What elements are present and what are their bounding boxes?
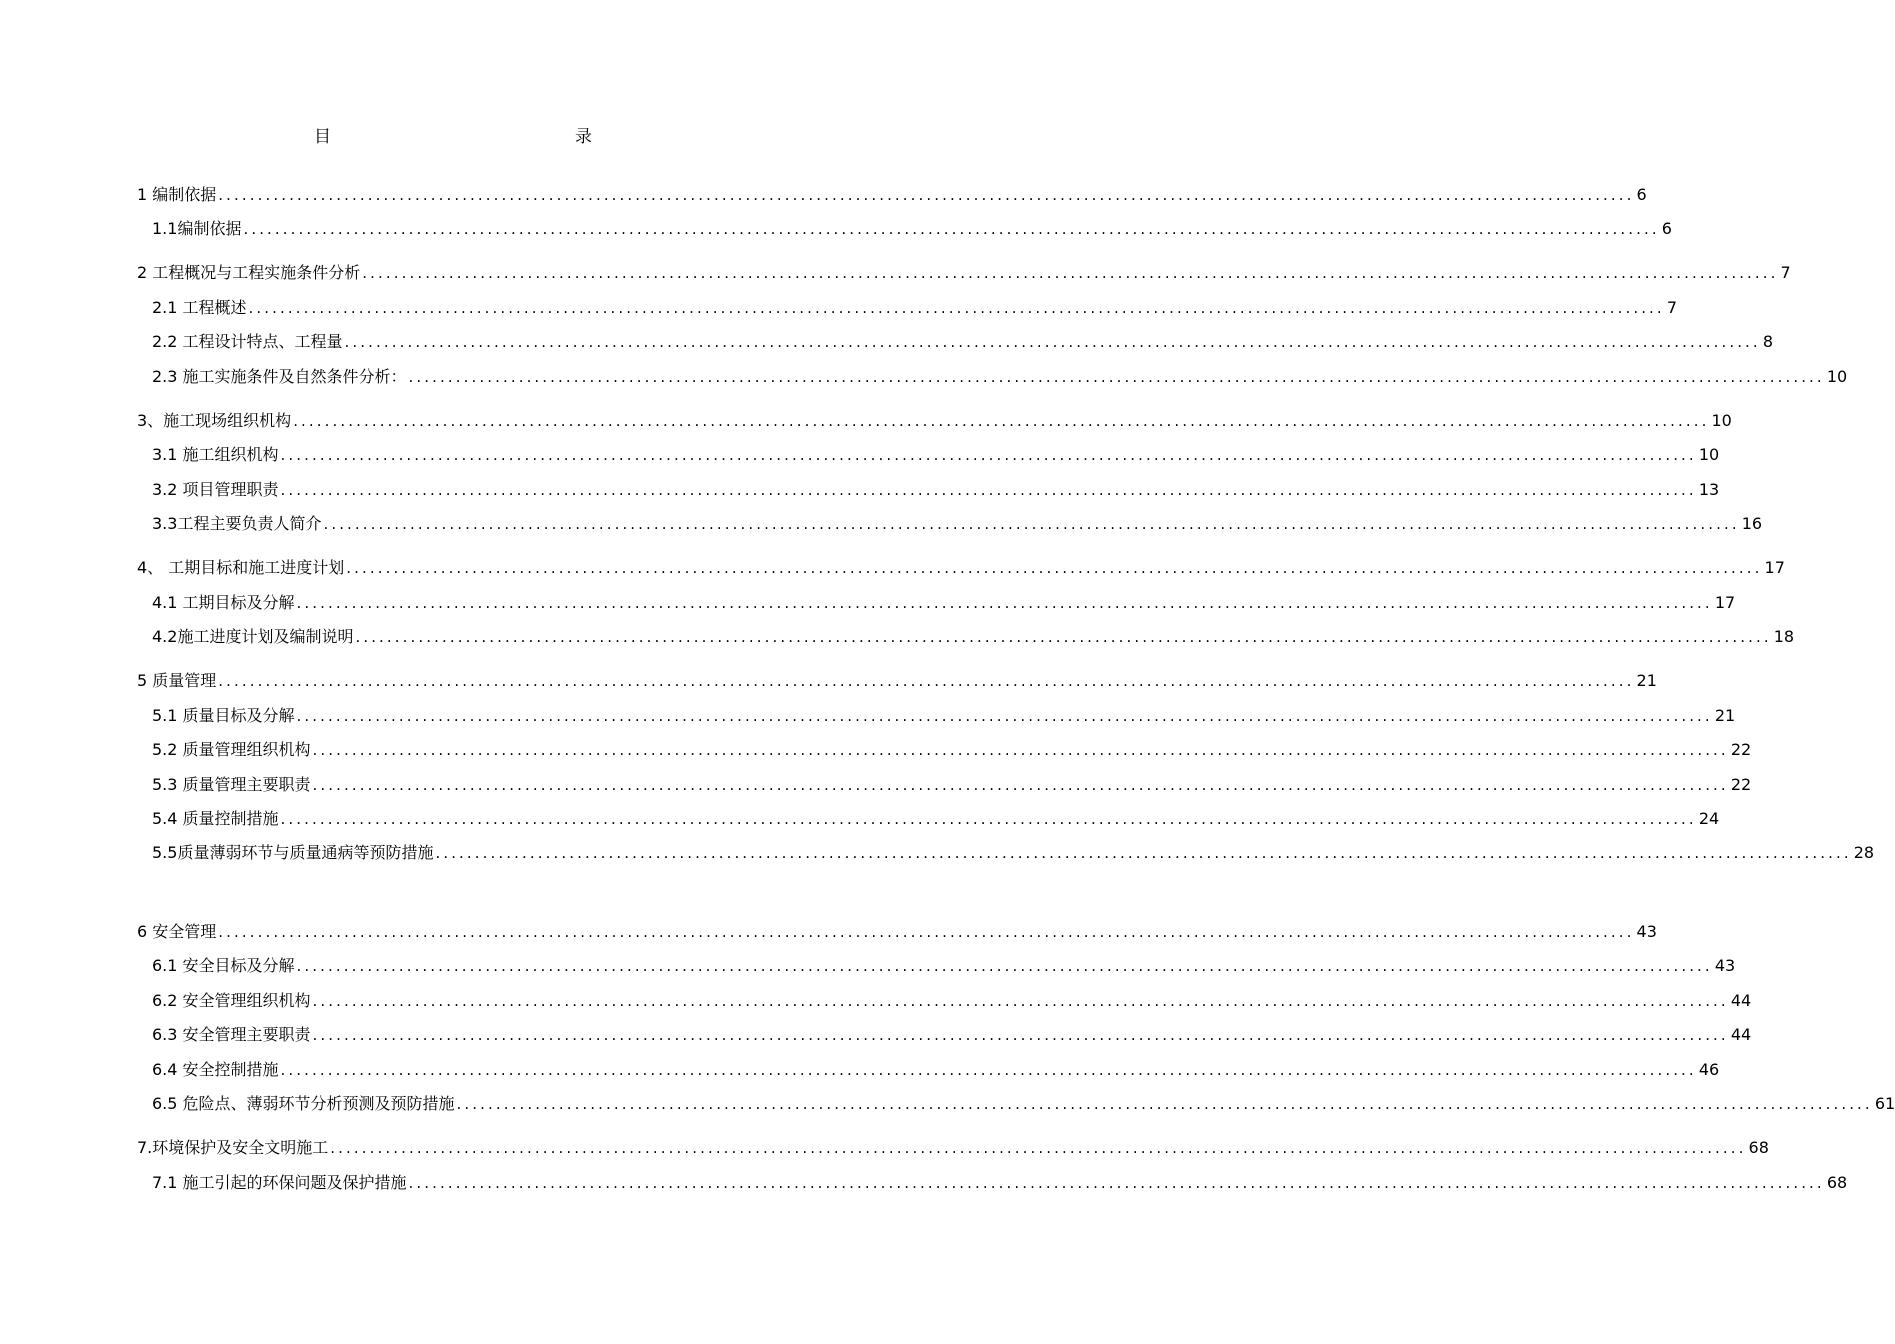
toc-entry-page-number: 10 — [1711, 411, 1732, 430]
toc-entry-label: 4.1 工期目标及分解 — [152, 593, 295, 612]
toc-entry[interactable] — [137, 406, 1732, 432]
toc-entry-label: 5 质量管理 — [137, 671, 217, 690]
toc-entry-label: 3.2 项目管理职责 — [152, 480, 279, 499]
toc-entry[interactable] — [152, 770, 1752, 796]
toc-leader-dots: .................................................................................................................................................................................... — [312, 776, 1729, 794]
toc-entry-page-number: 6 — [1661, 219, 1672, 238]
toc-entry-page-number: 46 — [1698, 1060, 1720, 1079]
toc-leader-dots: .................................................................................................................................................................................... — [296, 594, 1713, 612]
toc-leader-dots: .................................................................................................................................................................................... — [330, 1139, 1747, 1157]
toc-leader-dots: .................................................................................................................................................................................... — [362, 264, 1779, 282]
toc-entry-label: 5.1 质量目标及分解 — [152, 706, 295, 725]
toc-entry-label: 5.2 质量管理组织机构 — [152, 740, 311, 759]
toc-entry[interactable] — [152, 362, 1848, 388]
toc-entry[interactable] — [152, 327, 1773, 353]
toc-entry[interactable] — [152, 804, 1720, 830]
toc-entry[interactable] — [152, 214, 1672, 240]
toc-entry-page-number: 7 — [1780, 263, 1791, 282]
toc-entry[interactable] — [152, 986, 1752, 1012]
toc-entry[interactable] — [152, 622, 1795, 648]
toc-entry-page-number: 7 — [1666, 298, 1677, 317]
toc-entry-label: 4.2施工进度计划及编制说明 — [152, 627, 354, 646]
toc-entry-label: 7.1 施工引起的环保问题及保护措施 — [152, 1173, 407, 1192]
toc-entry-label: 6.2 安全管理组织机构 — [152, 991, 311, 1010]
toc-entry-page-number: 43 — [1636, 922, 1657, 941]
toc-entry-label: 2 工程概况与工程实施条件分析 — [137, 263, 361, 282]
toc-entry-label: 6.1 安全目标及分解 — [152, 956, 295, 975]
toc-leader-dots: .................................................................................................................................................................................... — [312, 992, 1729, 1010]
toc-entry[interactable] — [152, 701, 1736, 727]
toc-leader-dots: .................................................................................................................................................................................... — [280, 810, 1697, 828]
toc-entry[interactable] — [137, 917, 1657, 943]
toc-entry[interactable] — [152, 1168, 1848, 1194]
toc-entry-page-number: 6 — [1636, 185, 1647, 204]
toc-entry[interactable] — [137, 258, 1791, 284]
toc-leader-dots: .................................................................................................................................................................................... — [243, 220, 1660, 238]
toc-entry-label: 6.4 安全控制措施 — [152, 1060, 279, 1079]
toc-entry-label: 1 编制依据 — [137, 185, 217, 204]
toc-entry[interactable] — [137, 666, 1657, 692]
toc-entry-label: 4、 工期目标和施工进度计划 — [137, 558, 345, 577]
toc-leader-dots: .................................................................................................................................................................................... — [218, 186, 1635, 204]
toc-leader-dots: .................................................................................................................................................................................... — [248, 299, 1665, 317]
toc-entry[interactable] — [137, 180, 1647, 206]
toc-entry-page-number: 10 — [1698, 445, 1720, 464]
toc-entry-page-number: 18 — [1773, 627, 1795, 646]
toc-leader-dots: .................................................................................................................................................................................... — [408, 1174, 1825, 1192]
toc-entry[interactable] — [152, 1055, 1720, 1081]
toc-entry-page-number: 24 — [1698, 809, 1720, 828]
toc-leader-dots: .................................................................................................................................................................................... — [280, 1061, 1697, 1079]
toc-entry[interactable] — [152, 475, 1720, 501]
toc-entry-page-number: 44 — [1730, 991, 1752, 1010]
toc-entry[interactable] — [152, 951, 1736, 977]
toc-entry-page-number: 21 — [1714, 706, 1736, 725]
toc-entry-page-number: 17 — [1764, 558, 1785, 577]
toc-leader-dots: .................................................................................................................................................................................... — [408, 368, 1825, 386]
toc-entry-page-number: 10 — [1826, 367, 1848, 386]
toc-entry-label: 5.4 质量控制措施 — [152, 809, 279, 828]
toc-entry[interactable] — [152, 293, 1677, 319]
toc-leader-dots: .................................................................................................................................................................................... — [323, 515, 1740, 533]
toc-entry-label: 6.5 危险点、薄弱环节分析预测及预防措施 — [152, 1094, 455, 1113]
toc-leader-dots: .................................................................................................................................................................................... — [280, 446, 1697, 464]
toc-entry-label: 7.环境保护及安全文明施工 — [137, 1138, 329, 1157]
toc-leader-dots: .................................................................................................................................................................................... — [293, 412, 1710, 430]
toc-entry-label: 6.3 安全管理主要职责 — [152, 1025, 311, 1044]
toc-entry[interactable] — [137, 1133, 1769, 1159]
toc-entry[interactable] — [152, 735, 1752, 761]
toc-entry-page-number: 68 — [1826, 1173, 1848, 1192]
toc-leader-dots: .................................................................................................................................................................................... — [218, 923, 1635, 941]
toc-entry-label: 2.3 施工实施条件及自然条件分析： — [152, 367, 407, 386]
toc-entry-page-number: 21 — [1636, 671, 1657, 690]
toc-leader-dots: .................................................................................................................................................................................... — [280, 481, 1697, 499]
toc-leader-dots: .................................................................................................................................................................................... — [346, 559, 1763, 577]
toc-entry-page-number: 44 — [1730, 1025, 1752, 1044]
toc-entry-page-number: 22 — [1730, 740, 1752, 759]
toc-title: 目 录 — [314, 127, 662, 147]
toc-entry[interactable] — [152, 1089, 1895, 1115]
toc-entry-page-number: 8 — [1762, 332, 1773, 351]
toc-leader-dots: .................................................................................................................................................................................... — [312, 741, 1729, 759]
toc-entry[interactable] — [152, 509, 1763, 535]
toc-leader-dots: .................................................................................................................................................................................... — [456, 1095, 1873, 1113]
toc-entry-label: 5.3 质量管理主要职责 — [152, 775, 311, 794]
toc-entry-label: 2.2 工程设计特点、工程量 — [152, 332, 343, 351]
toc-leader-dots: .................................................................................................................................................................................... — [344, 333, 1761, 351]
toc-leader-dots: .................................................................................................................................................................................... — [218, 672, 1635, 690]
toc-leader-dots: .................................................................................................................................................................................... — [296, 957, 1713, 975]
toc-leader-dots: .................................................................................................................................................................................... — [435, 844, 1852, 862]
toc-leader-dots: .................................................................................................................................................................................... — [355, 628, 1772, 646]
toc-entry-page-number: 17 — [1714, 593, 1736, 612]
toc-entry-page-number: 13 — [1698, 480, 1720, 499]
toc-entry-page-number: 16 — [1741, 514, 1763, 533]
toc-entry-label: 3、施工现场组织机构 — [137, 411, 292, 430]
toc-entry-label: 6 安全管理 — [137, 922, 217, 941]
toc-entry-label: 5.5质量薄弱环节与质量通病等预防措施 — [152, 843, 434, 862]
toc-entry-page-number: 61 — [1874, 1094, 1895, 1113]
toc-entry[interactable] — [152, 588, 1736, 614]
toc-entry[interactable] — [137, 553, 1785, 579]
toc-entry[interactable] — [152, 838, 1875, 864]
toc-leader-dots: .................................................................................................................................................................................... — [296, 707, 1713, 725]
toc-entry[interactable] — [152, 1020, 1752, 1046]
toc-entry-label: 3.1 施工组织机构 — [152, 445, 279, 464]
toc-entry[interactable] — [152, 440, 1720, 466]
toc-entry-page-number: 28 — [1853, 843, 1875, 862]
toc-entry-page-number: 22 — [1730, 775, 1752, 794]
toc-entry-label: 1.1编制依据 — [152, 219, 242, 238]
toc-entry-page-number: 68 — [1748, 1138, 1769, 1157]
toc-entry-label: 3.3工程主要负责人简介 — [152, 514, 322, 533]
toc-leader-dots: .................................................................................................................................................................................... — [312, 1026, 1729, 1044]
toc-entry-page-number: 43 — [1714, 956, 1736, 975]
toc-entry-label: 2.1 工程概述 — [152, 298, 247, 317]
